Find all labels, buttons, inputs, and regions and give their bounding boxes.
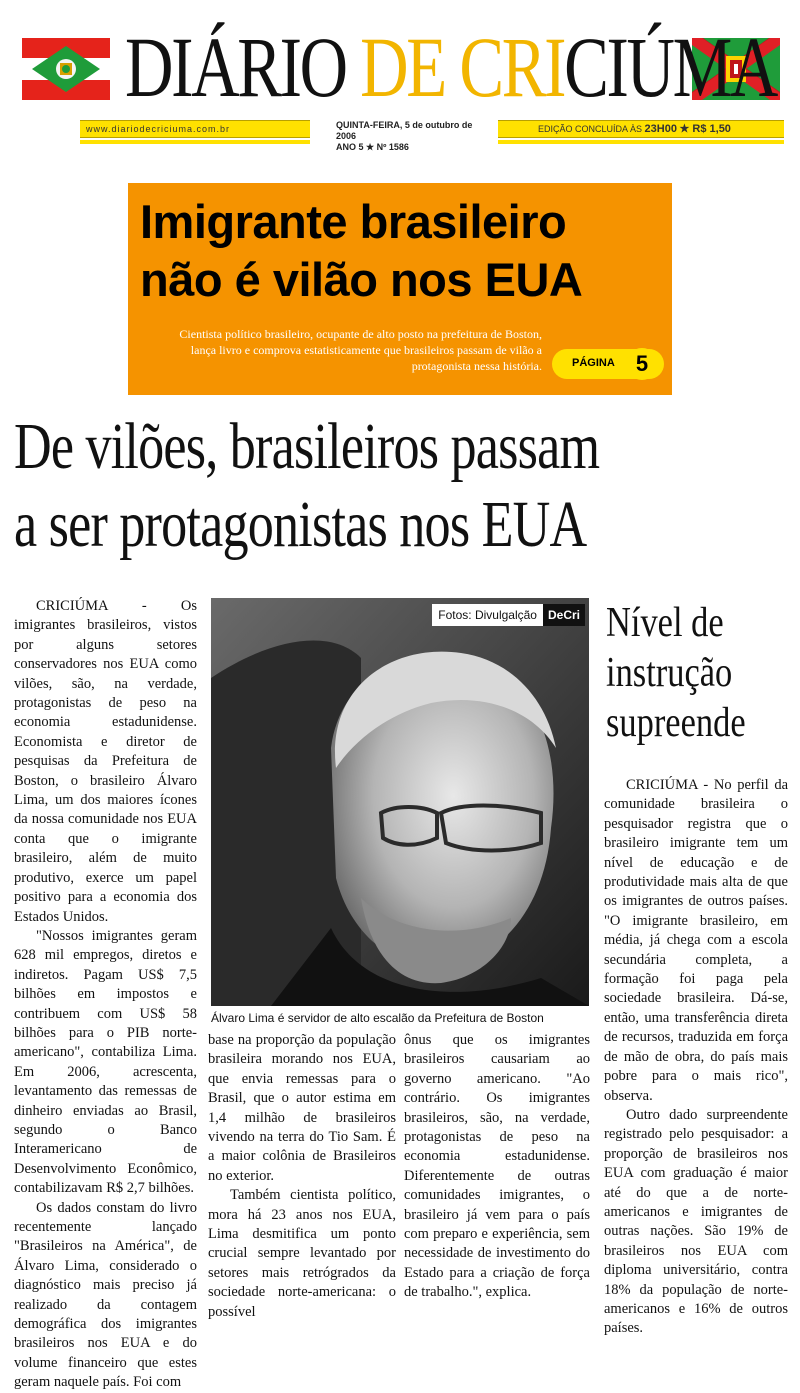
website-bar: [80, 120, 310, 138]
article-column-3: [404, 1031, 590, 1303]
teaser-headline-line1: Imigrante brasileiro: [140, 195, 567, 248]
main-headline-line1: De vilões, brasileiros passam: [14, 410, 600, 483]
teaser-deck: Cientista político brasileiro, ocupante de alto posto na prefeitura de Boston, lança livro e comprova estatisticamente que brasileiros passam de vilão a protagonista nessa história.: [179, 327, 542, 373]
issue-price: ★ R$ 1,50: [679, 123, 731, 135]
santa-catarina-flag-icon: [22, 38, 110, 100]
teaser-headline-line2: não é vilão nos EUA: [140, 253, 583, 306]
portrait-illustration: [211, 598, 589, 1006]
photo-credit-tag: DeCri: [543, 604, 585, 626]
teaser-box[interactable]: [128, 183, 672, 395]
sidebar-paragraph: Outro dado surpreendente registrado pelo pesquisador: a proporção de brasileiros nos EUA com graduação é maior até do que a de norte-americanos e imigrantes de outras nações. São 19% de brasileiros nos EUA com diploma universitário, contra 18% da população de norte-americanos e 16% de outros países.: [604, 1106, 788, 1337]
sidebar-headline-line1: Nível de: [606, 600, 724, 646]
photo-credit-label: Fotos: Divulgalção: [432, 604, 543, 626]
edition-bar-underline: [498, 140, 784, 144]
article-paragraph: base na proporção da população brasileira morando nos EUA, que envia remessas para o Brasil, que o autor estima em 1,4 milhão de brasileiros vivendo na terra do Tio Sam. É a maior colônia de Brasileiros no exterior.: [208, 1032, 396, 1184]
website-url[interactable]: www.diariodecriciuma.com.br: [86, 124, 231, 134]
masthead-title-part3: CIÚMA: [564, 19, 777, 115]
edition-label: EDIÇÃO CONCLUÍDA ÀS: [538, 124, 643, 134]
dateline: [336, 120, 486, 153]
article-paragraph: "Nossos imigrantes geram 628 mil empregos, diretos e indiretos. Pagam US$ 7,5 bilhões em impostos e contribuem com US$ 58 bilhões para o PIB norte-americano", contabiliza Lima. Em 2006, acrescenta, levantamento das remessas de dinheiro enviadas ao Brasil, segundo o Banco Interamericano de Desenvolvimento Econômico, contabilizavam R$ 2,7 bilhões.: [14, 927, 197, 1197]
sidebar-headline: [606, 598, 762, 748]
teaser-headline: [140, 193, 660, 309]
article-column-2: [208, 1031, 396, 1322]
main-headline-line2: a ser protagonistas nos EUA: [14, 488, 587, 561]
page-reference-label: PÁGINA: [572, 357, 615, 369]
masthead-title-part1: DIÁRIO: [125, 19, 361, 115]
article-paragraph: CRICIÚMA - Os imigrantes brasileiros, vistos por alguns setores conservadores nos EUA como vilões, são, na verdade, protagonistas de peso na economia estadunidense. Economista e diretor de pesquisas da Prefeitura de Boston, o brasileiro Álvaro Lima, um dos maiores ícones da nossa comunidade nos EUA conta que o imigrante brasileiro, além de muito produtivo, exerce um papel positivo para a economia dos Estados Unidos.: [14, 598, 197, 925]
issue-number: ANO 5 ★ Nº 1586: [336, 142, 409, 152]
edition-bar: [498, 120, 784, 138]
main-headline: [14, 408, 800, 564]
sidebar-paragraph: CRICIÚMA - No perfil da comunidade brasileira o pesquisador registra que o brasileiro imigrante tem um nível de educação e de produtividade mais alta de que os imigrantes de outros países. "O imigrante brasileiro, em média, já chega com a escola secundária completa, a formação foi paga pela sociedade brasileira. Dá-se, então, uma transferência direta de recursos, traduzida em força de mão de obra, do país mais pobre para o mais rico", observa.: [604, 777, 788, 1104]
portrait-photo: [211, 598, 589, 1006]
article-column-1: [14, 597, 197, 1393]
page-reference[interactable]: [552, 349, 664, 379]
issue-date: QUINTA-FEIRA, 5 de outubro de 2006: [336, 120, 473, 141]
page-reference-number: 5: [626, 348, 658, 380]
article-paragraph: Também cientista político, mora há 23 anos nos EUA, Lima desmitifica um ponto crucial sempre levantado por setores mais retrógrados da sociedade norte-americana: o possível: [208, 1187, 396, 1320]
edition-time: 23H00: [644, 123, 677, 135]
website-bar-underline: [80, 140, 310, 144]
sidebar-column: [604, 776, 788, 1339]
masthead-title: [125, 19, 777, 115]
sidebar-headline-line2: instrução: [606, 650, 733, 696]
photo-caption: Álvaro Lima é servidor de alto escalão da Prefeitura de Boston: [211, 1011, 544, 1025]
sidebar-headline-line3: supreende: [606, 700, 746, 746]
photo-credit: [432, 604, 585, 626]
article-paragraph: ônus que os imigrantes brasileiros causariam ao governo americano. "Ao contrário. Os imigrantes brasileiros, são, na verdade, protagonistas de peso na economia estadunidense. Diferentemente de outras comunidades imigrantes, o brasileiro já vem para o país com preparo e experiência, sem necessidade de investimento do Estado para a criação de força de trabalho.", explica.: [404, 1032, 590, 1301]
article-paragraph: Os dados constam do livro recentemente lançado "Brasileiros na América", de Álvaro Lima, considerado o diagnóstico mais preciso já realizado da contagem demográfica dos imigrantes brasileiros nos EUA e do volume financeiro que estes geram naquele país. Foi com: [14, 1199, 197, 1391]
masthead-title-part2: DE CRI: [360, 19, 565, 115]
